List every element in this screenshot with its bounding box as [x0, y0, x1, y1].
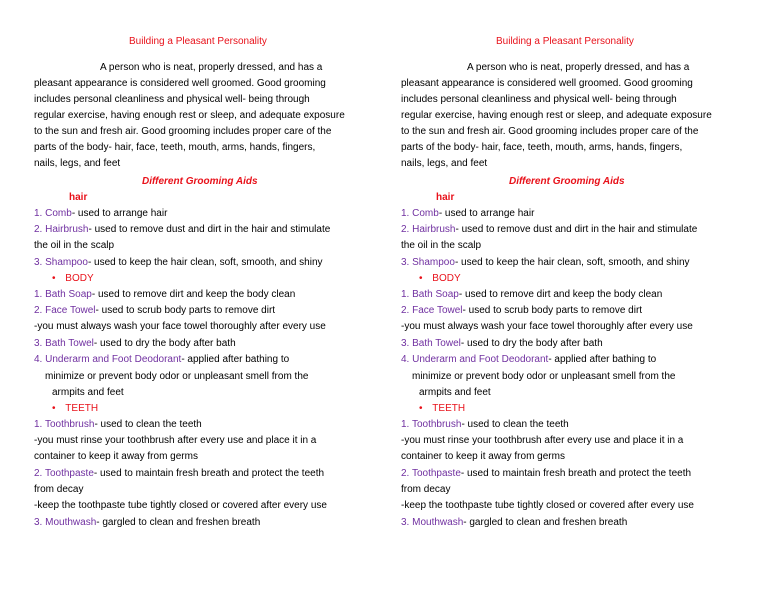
- item-description: - used to remove dirt and keep the body clean: [458, 289, 663, 300]
- item-term: Shampoo: [45, 257, 88, 268]
- item-description: - used to maintain fresh breath and protect the teeth: [93, 468, 325, 479]
- item-note: -you must always wash your face towel thoroughly after every use: [34, 321, 326, 332]
- list-item-deodorant: [401, 353, 656, 367]
- intro-line: to the sun and fresh air. Good grooming includes proper care of the: [401, 126, 699, 137]
- item-number: 3.: [34, 338, 43, 349]
- list-item-comb: [34, 207, 167, 221]
- bullet-icon: •: [52, 273, 56, 284]
- item-term: Underarm and Foot Deodorant: [412, 354, 549, 365]
- item-description: - used to clean the teeth: [94, 419, 202, 430]
- item-description-continued: armpits and feet: [419, 387, 491, 398]
- item-number: 1.: [401, 419, 410, 430]
- item-number: 2.: [401, 468, 410, 479]
- body-heading: BODY: [65, 273, 94, 284]
- list-item-hairbrush: [401, 223, 697, 237]
- item-description: - gargled to clean and freshen breath: [463, 517, 628, 528]
- body-heading: BODY: [432, 273, 461, 284]
- item-number: 2.: [34, 468, 43, 479]
- item-term: Mouthwash: [412, 517, 464, 528]
- item-description: - used to scrub body parts to remove dirt: [95, 305, 276, 316]
- item-description: - used to remove dust and dirt in the hair and stimulate: [88, 224, 331, 235]
- section-body: [52, 272, 94, 286]
- item-term: Toothbrush: [44, 419, 95, 430]
- list-item-bath-towel: [401, 337, 603, 351]
- item-term: Mouthwash: [45, 517, 97, 528]
- item-description: - used to dry the body after bath: [460, 338, 603, 349]
- item-term: Comb: [412, 208, 439, 219]
- intro-line: regular exercise, having enough rest or sleep, and adequate exposure: [401, 110, 712, 121]
- item-term: Face Towel: [45, 305, 96, 316]
- item-number: 3.: [34, 257, 43, 268]
- item-description: - used to arrange hair: [438, 208, 535, 219]
- item-number: 3.: [401, 517, 410, 528]
- bullet-icon: •: [419, 403, 423, 414]
- item-term: Shampoo: [412, 257, 455, 268]
- item-note-continued: container to keep it away from germs: [401, 451, 565, 462]
- bullet-icon: •: [52, 403, 56, 414]
- list-item-shampoo: [34, 256, 323, 270]
- item-description-continued: the oil in the scalp: [401, 240, 482, 251]
- item-term: Toothpaste: [411, 468, 461, 479]
- item-number: 1.: [34, 289, 43, 300]
- list-item-shampoo: [401, 256, 690, 270]
- item-description: - used to arrange hair: [71, 208, 168, 219]
- item-description: - used to dry the body after bath: [93, 338, 236, 349]
- item-term: Toothpaste: [44, 468, 94, 479]
- item-note: -you must always wash your face towel thoroughly after every use: [401, 321, 693, 332]
- intro-line: includes personal cleanliness and physical well- being through: [401, 94, 677, 105]
- item-term: Underarm and Foot Deodorant: [45, 354, 182, 365]
- intro-line: to the sun and fresh air. Good grooming includes proper care of the: [34, 126, 332, 137]
- list-item-bath-soap: [34, 288, 295, 302]
- list-item-toothpaste: [34, 467, 324, 481]
- item-note: -keep the toothpaste tube tightly closed or covered after every use: [34, 500, 327, 511]
- item-description: - used to keep the hair clean, soft, smooth, and shiny: [87, 257, 323, 268]
- item-description: - gargled to clean and freshen breath: [96, 517, 261, 528]
- item-number: 3.: [401, 338, 410, 349]
- list-item-mouthwash: [34, 516, 260, 530]
- item-number: 1.: [34, 208, 43, 219]
- intro-line: A person who is neat, properly dressed, and has a: [100, 62, 323, 73]
- teeth-heading: TEETH: [432, 403, 466, 414]
- item-number: 1.: [34, 419, 43, 430]
- list-item-toothbrush: [34, 418, 202, 432]
- item-term: Hairbrush: [45, 224, 89, 235]
- item-number: 1.: [401, 208, 410, 219]
- item-term: Bath Towel: [412, 338, 461, 349]
- item-description: - used to clean the teeth: [461, 419, 569, 430]
- item-term: Bath Soap: [45, 289, 92, 300]
- intro-line: nails, legs, and feet: [34, 158, 121, 169]
- item-note: -you must rinse your toothbrush after every use and place it in a: [34, 435, 317, 446]
- list-item-face-towel: [401, 304, 642, 318]
- hair-heading: hair: [69, 192, 88, 203]
- list-item-hairbrush: [34, 223, 330, 237]
- item-number: 1.: [401, 289, 410, 300]
- item-note: -keep the toothpaste tube tightly closed or covered after every use: [401, 500, 694, 511]
- item-description-continued: armpits and feet: [52, 387, 124, 398]
- item-description-continued: minimize or prevent body odor or unpleasant smell from the: [45, 371, 309, 382]
- item-note: -you must rinse your toothbrush after every use and place it in a: [401, 435, 684, 446]
- item-term: Hairbrush: [412, 224, 456, 235]
- teeth-heading: TEETH: [65, 403, 99, 414]
- bullet-icon: •: [419, 273, 423, 284]
- intro-line: parts of the body- hair, face, teeth, mouth, arms, hands, fingers,: [34, 142, 316, 153]
- aids-heading: Different Grooming Aids: [509, 176, 625, 187]
- intro-line: nails, legs, and feet: [401, 158, 488, 169]
- item-description: - applied after bathing to: [181, 354, 290, 365]
- list-item-bath-towel: [34, 337, 236, 351]
- item-description-continued: from decay: [401, 484, 451, 495]
- list-item-deodorant: [34, 353, 289, 367]
- item-description-continued: the oil in the scalp: [34, 240, 115, 251]
- item-number: 2.: [401, 224, 410, 235]
- item-description: - used to remove dirt and keep the body clean: [91, 289, 296, 300]
- document-title: Building a Pleasant Personality: [496, 36, 634, 47]
- section-teeth: [52, 402, 98, 416]
- item-number: 4.: [34, 354, 43, 365]
- intro-line: regular exercise, having enough rest or sleep, and adequate exposure: [34, 110, 345, 121]
- intro-line: parts of the body- hair, face, teeth, mouth, arms, hands, fingers,: [401, 142, 683, 153]
- list-item-toothpaste: [401, 467, 691, 481]
- aids-heading: Different Grooming Aids: [142, 176, 258, 187]
- item-description: - applied after bathing to: [548, 354, 657, 365]
- intro-line: A person who is neat, properly dressed, and has a: [467, 62, 690, 73]
- item-number: 4.: [401, 354, 410, 365]
- item-number: 2.: [34, 305, 43, 316]
- item-term: Toothbrush: [411, 419, 462, 430]
- item-number: 3.: [34, 517, 43, 528]
- item-description: - used to scrub body parts to remove dirt: [462, 305, 643, 316]
- section-teeth: [419, 402, 465, 416]
- item-term: Comb: [45, 208, 72, 219]
- list-item-mouthwash: [401, 516, 627, 530]
- intro-line: pleasant appearance is considered well groomed. Good grooming: [401, 78, 693, 89]
- list-item-comb: [401, 207, 534, 221]
- item-term: Face Towel: [412, 305, 463, 316]
- document-title: Building a Pleasant Personality: [129, 36, 267, 47]
- list-item-face-towel: [34, 304, 275, 318]
- hair-heading: hair: [436, 192, 455, 203]
- intro-line: includes personal cleanliness and physical well- being through: [34, 94, 310, 105]
- item-description: - used to remove dust and dirt in the hair and stimulate: [455, 224, 698, 235]
- item-term: Bath Soap: [412, 289, 459, 300]
- section-body: [419, 272, 461, 286]
- item-description: - used to keep the hair clean, soft, smooth, and shiny: [454, 257, 690, 268]
- intro-line: pleasant appearance is considered well groomed. Good grooming: [34, 78, 326, 89]
- item-description: - used to maintain fresh breath and protect the teeth: [460, 468, 692, 479]
- item-term: Bath Towel: [45, 338, 94, 349]
- list-item-bath-soap: [401, 288, 662, 302]
- item-description-continued: minimize or prevent body odor or unpleasant smell from the: [412, 371, 676, 382]
- item-note-continued: container to keep it away from germs: [34, 451, 198, 462]
- item-number: 3.: [401, 257, 410, 268]
- item-number: 2.: [34, 224, 43, 235]
- item-number: 2.: [401, 305, 410, 316]
- list-item-toothbrush: [401, 418, 569, 432]
- item-description-continued: from decay: [34, 484, 84, 495]
